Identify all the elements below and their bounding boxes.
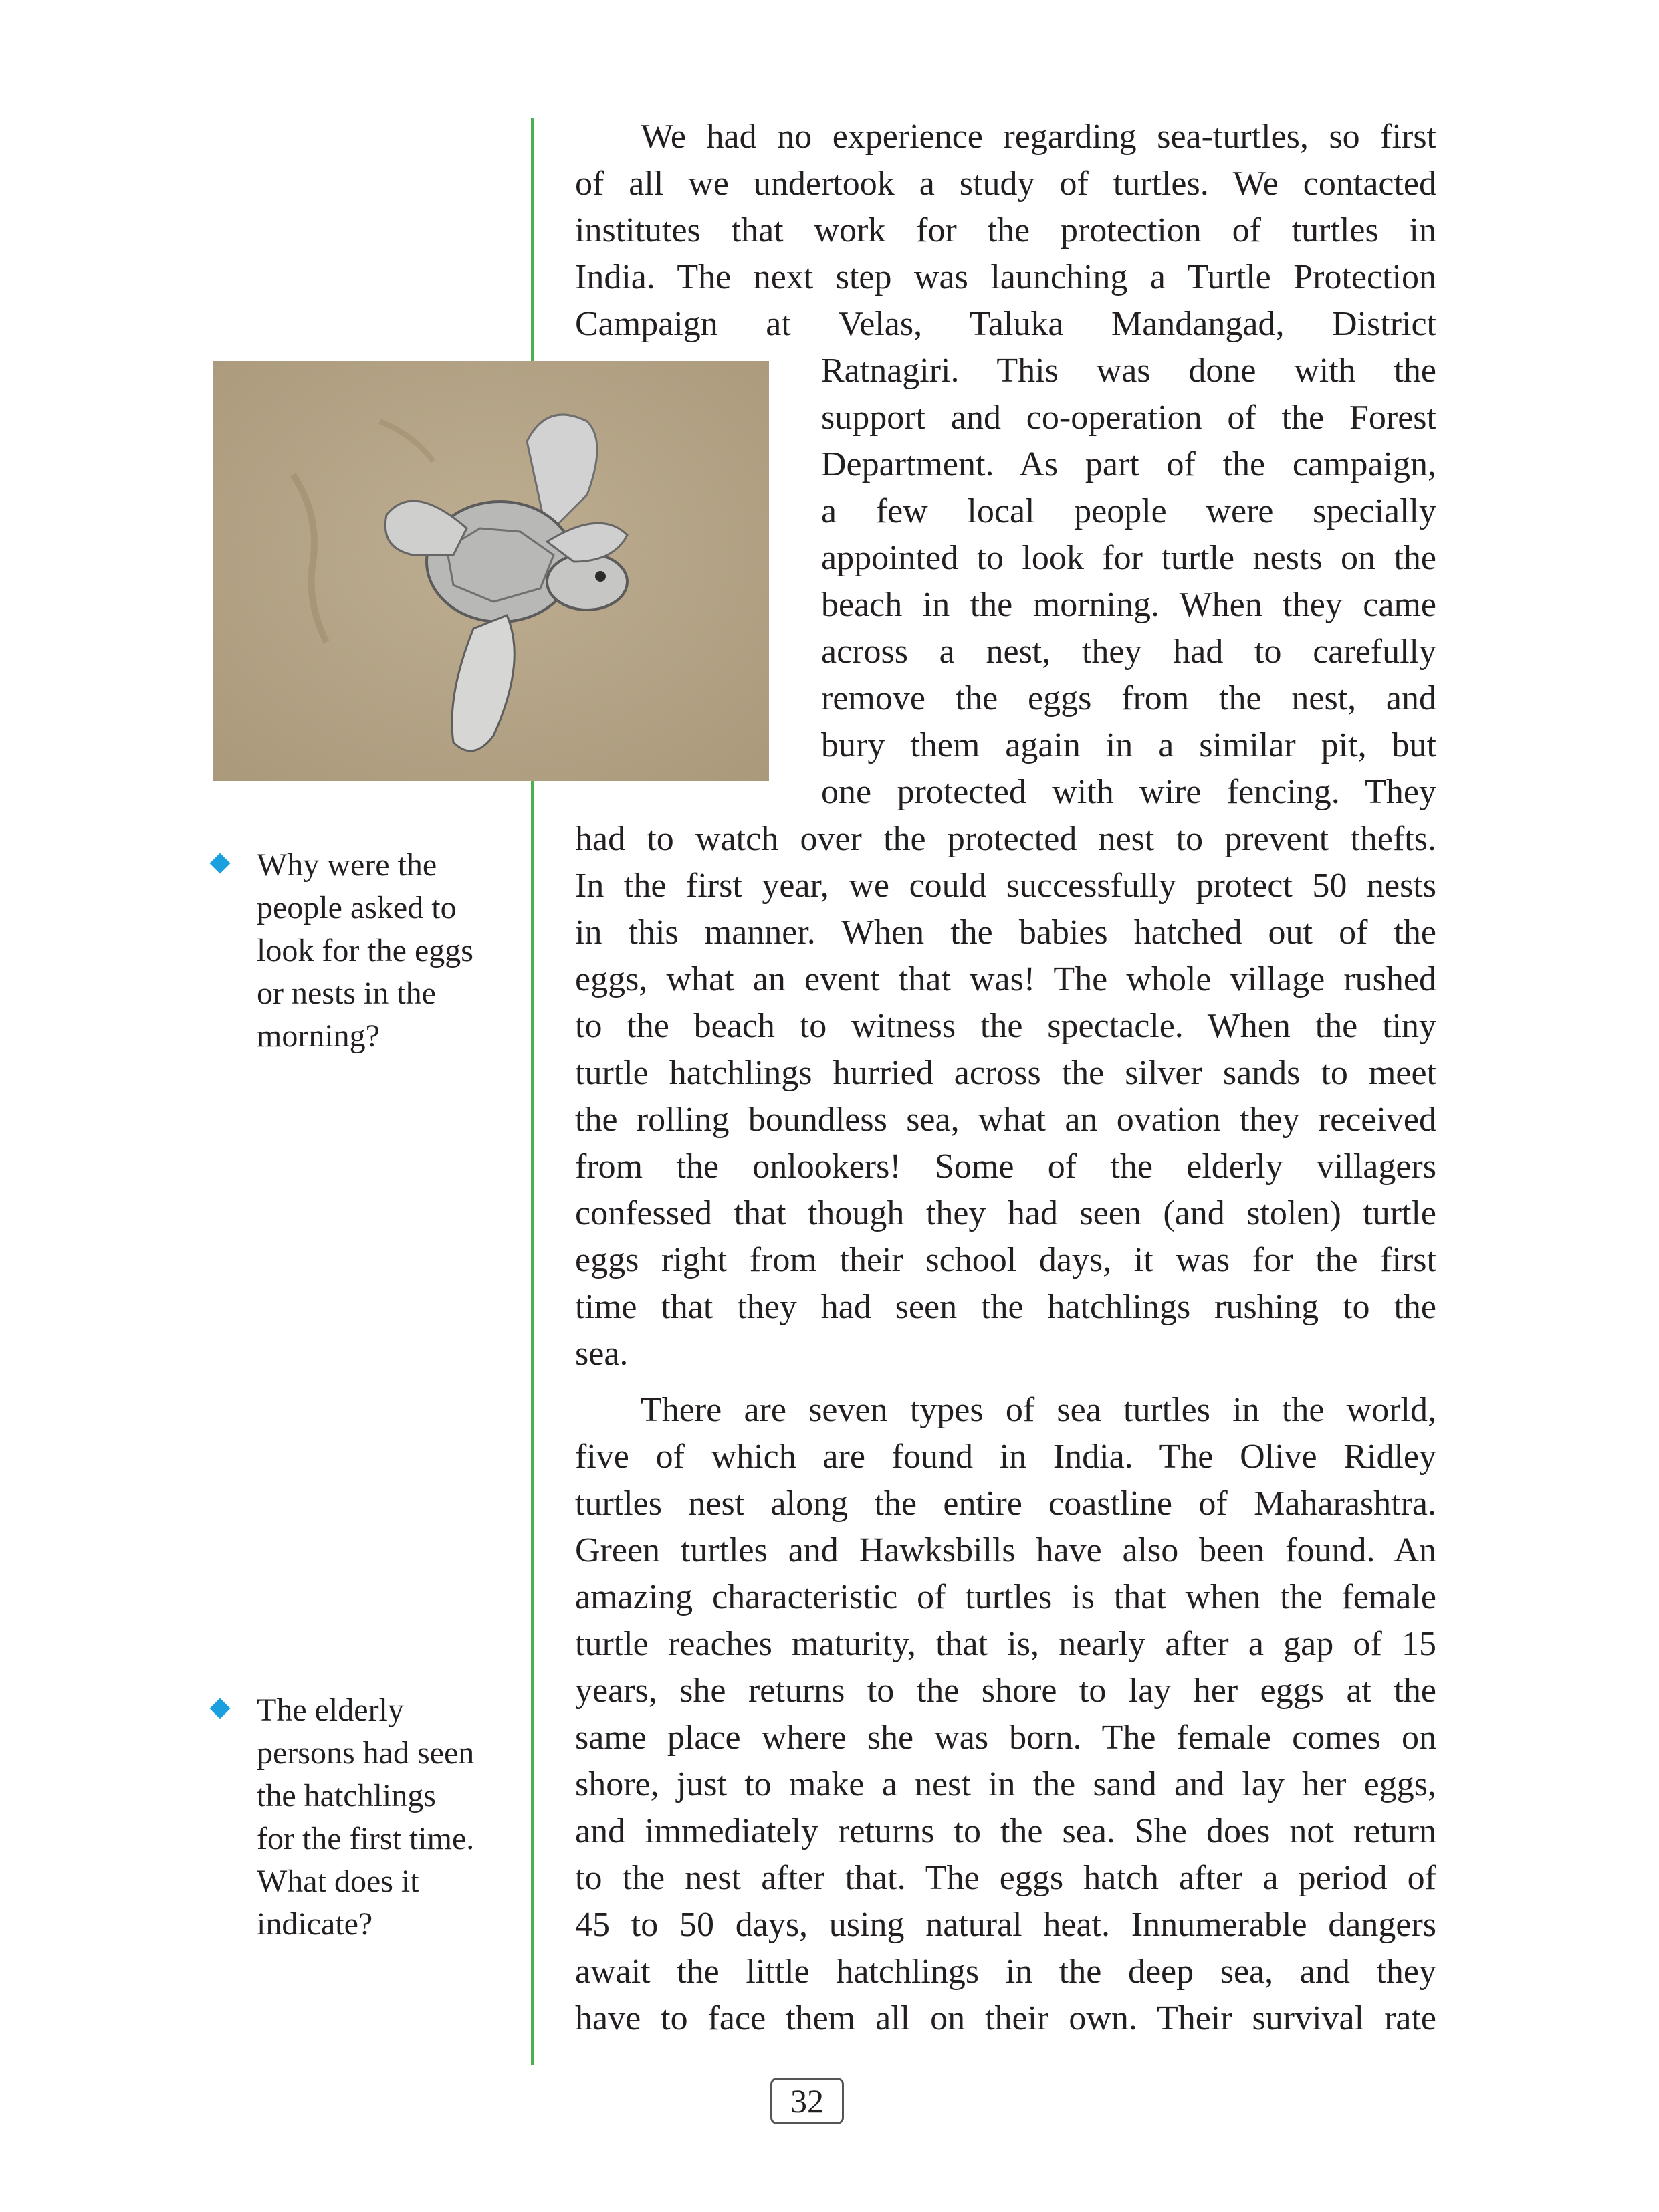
text-line: amazing characteristic of turtles is that when the female — [575, 1578, 1436, 1616]
text-line: and immediately returns to the sea. She does not return — [575, 1812, 1436, 1850]
text-line: turtles nest along the entire coastline of Maharashtra. — [575, 1484, 1436, 1523]
text-line: had to watch over the protected nest to prevent thefts. — [575, 820, 1436, 858]
text-line: time that they had seen the hatchlings rushing to the — [575, 1288, 1436, 1326]
question-line: What does it — [257, 1864, 419, 1899]
text-line: institutes that work for the protection of turtles in — [575, 211, 1436, 249]
text-line: eggs right from their school days, it was for the first — [575, 1241, 1436, 1279]
text-line: We had no experience regarding sea-turtles, so first — [641, 118, 1436, 156]
text-line: across a nest, they had to carefully — [821, 633, 1436, 671]
text-line: shore, just to make a nest in the sand and lay her eggs, — [575, 1765, 1436, 1803]
question-line: or nests in the — [257, 976, 436, 1011]
text-line: Ratnagiri. This was done with the — [821, 352, 1436, 390]
text-line: years, she returns to the shore to lay her eggs at the — [575, 1672, 1436, 1710]
text-line: Department. As part of the campaign, — [821, 445, 1436, 483]
question-line: look for the eggs — [257, 933, 473, 968]
text-line: to the nest after that. The eggs hatch after a period of — [575, 1859, 1436, 1897]
text-line: from the onlookers! Some of the elderly villagers — [575, 1147, 1436, 1186]
text-line: of all we undertook a study of turtles. We contacted — [575, 164, 1436, 203]
text-line: have to face them all on their own. Their survival rate — [575, 1999, 1436, 2037]
text-line: beach in the morning. When they came — [821, 586, 1436, 624]
question-line: indicate? — [257, 1906, 373, 1942]
question-line: for the first time. — [257, 1821, 475, 1856]
text-line: await the little hatchlings in the deep sea, and they — [575, 1953, 1436, 1991]
text-line: India. The next step was launching a Turtle Protection — [575, 258, 1436, 296]
question-line: The elderly — [257, 1692, 404, 1728]
text-line: same place where she was born. The female comes on — [575, 1719, 1436, 1757]
text-line: eggs, what an event that was! The whole village rushed — [575, 960, 1436, 998]
paragraph-2 — [575, 1387, 1436, 2042]
diamond-bullet-icon — [209, 853, 230, 873]
text-line: turtle reaches maturity, that is, nearly after a gap of 15 — [575, 1625, 1436, 1663]
text-line: turtle hatchlings hurried across the silver sands to meet — [575, 1054, 1436, 1092]
text-line: There are seven types of sea turtles in the world, — [641, 1391, 1436, 1429]
text-line: remove the eggs from the nest, and — [821, 679, 1436, 717]
side-question-text — [257, 844, 538, 1058]
text-line: confessed that though they had seen (and stolen) turtle — [575, 1194, 1436, 1232]
text-line: Campaign at Velas, Taluka Mandangad, District — [575, 305, 1436, 343]
side-question-text — [257, 1689, 538, 1946]
question-line: morning? — [257, 1018, 380, 1054]
text-line: sea. — [575, 1335, 629, 1373]
text-line: one protected with wire fencing. They — [821, 773, 1436, 811]
text-line: support and co-operation of the Forest — [821, 399, 1436, 437]
text-line: five of which are found in India. The Olive Ridley — [575, 1438, 1436, 1476]
text-line: In the first year, we could successfully protect 50 nests — [575, 867, 1436, 905]
text-line: Green turtles and Hawksbills have also been found. An — [575, 1531, 1436, 1569]
text-line: bury them again in a similar pit, but — [821, 726, 1436, 764]
question-line: persons had seen — [257, 1735, 475, 1771]
question-line: people asked to — [257, 890, 457, 925]
page-number: 32 — [770, 2078, 844, 2124]
text-line: 45 to 50 days, using natural heat. Innumerable dangers — [575, 1906, 1436, 1944]
question-line: the hatchlings — [257, 1778, 436, 1813]
question-line: Why were the — [257, 847, 437, 883]
text-line: a few local people were specially — [821, 492, 1436, 530]
diamond-bullet-icon — [209, 1698, 230, 1719]
text-line: the rolling boundless sea, what an ovation they received — [575, 1101, 1436, 1139]
text-line: in this manner. When the babies hatched out of the — [575, 913, 1436, 952]
paragraph-1 — [575, 114, 1436, 1377]
text-line: appointed to look for turtle nests on the — [821, 539, 1436, 577]
text-line: to the beach to witness the spectacle. When the tiny — [575, 1007, 1436, 1045]
